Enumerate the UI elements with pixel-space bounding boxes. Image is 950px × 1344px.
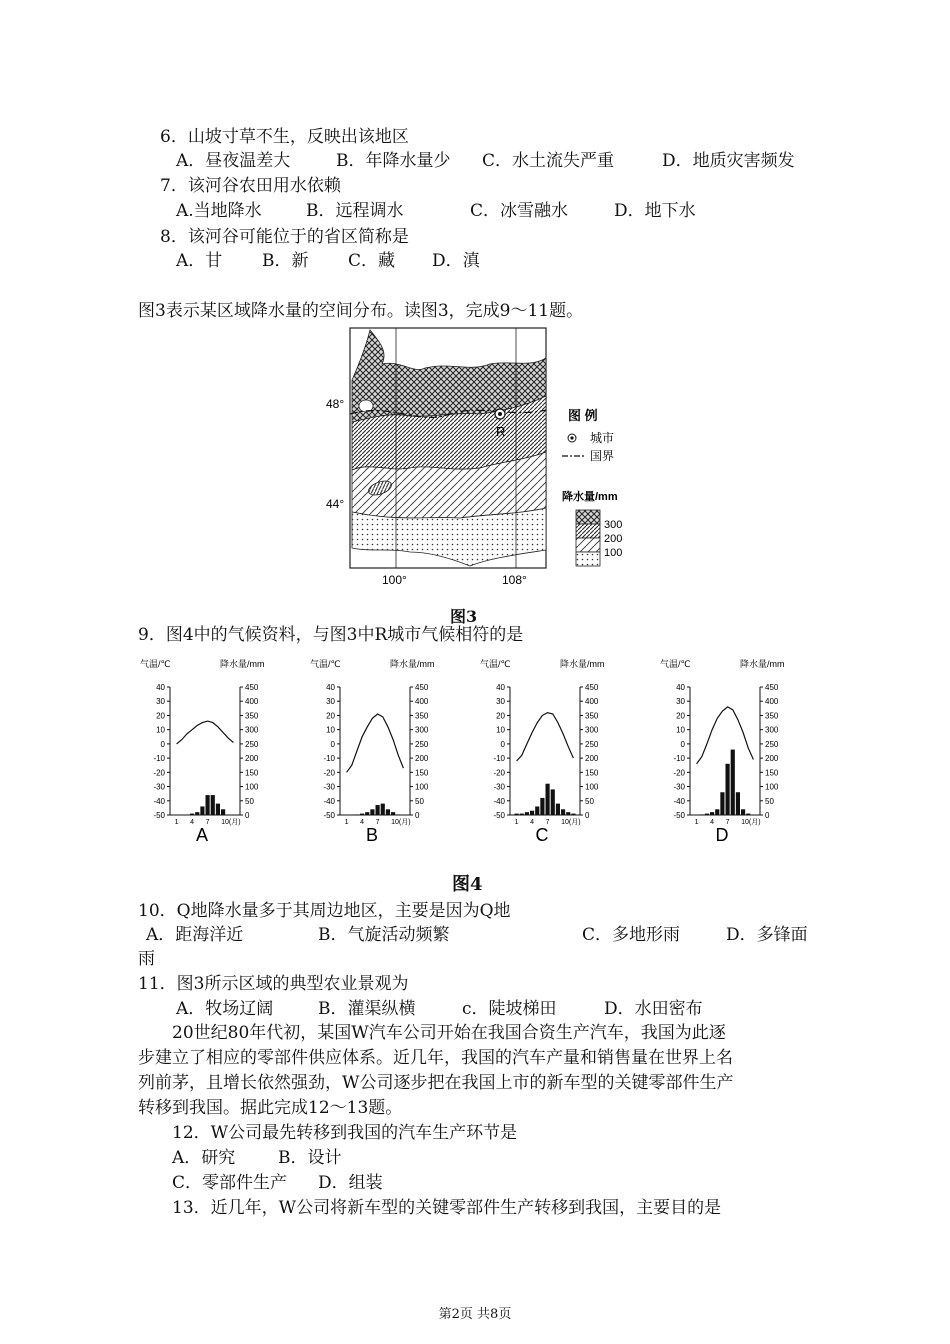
- precip-tick-label: 250: [585, 739, 599, 749]
- precip-tick-label: 150: [245, 768, 259, 778]
- precip-bar: [396, 814, 400, 815]
- legend-300-label: 300: [604, 519, 623, 531]
- precip-tick-label: 200: [765, 754, 779, 764]
- precip-bar: [391, 812, 395, 815]
- q7-option-a: A.当地降水: [176, 201, 262, 221]
- precip-tick-label: 100: [245, 782, 259, 792]
- q7-option-d: D．地下水: [614, 201, 696, 221]
- legend-100-swatch: [576, 538, 600, 552]
- temp-tick-label: 30: [156, 697, 165, 707]
- q10-option-d: D．多锋面: [726, 925, 808, 945]
- city-r-marker: [495, 409, 505, 419]
- precip-tick-label: 350: [245, 711, 259, 721]
- month-tick-label: 7: [725, 819, 730, 826]
- month-tick-label: 1: [694, 819, 699, 826]
- legend-city-label: 城市: [590, 431, 615, 445]
- month-tick-label: 4: [360, 819, 364, 826]
- legend-100-label: 100: [604, 547, 623, 559]
- temp-tick-label: -20: [673, 768, 685, 778]
- precip-tick-label: 150: [585, 768, 599, 778]
- temperature-line: [177, 721, 234, 744]
- month-tick-label: 10(月): [741, 819, 761, 826]
- q13-stem: 13．近几年，W公司将新车型的关键零部件生产转移到我国，主要目的是: [172, 1198, 722, 1218]
- temp-tick-label: -30: [673, 782, 685, 792]
- fig3-caption: 图3: [450, 607, 478, 626]
- passage-line-2: 步建立了相应的零部件供应体系。近几年，我国的汽车产量和销售量在世界上名: [138, 1048, 733, 1068]
- precip-bar: [221, 809, 225, 815]
- temp-tick-label: 30: [676, 697, 685, 707]
- month-tick-label: 4: [190, 819, 194, 826]
- precip-bar: [535, 806, 539, 815]
- precip-bar: [731, 750, 735, 815]
- q12-option-b: B．设计: [278, 1148, 342, 1168]
- temp-tick-label: -40: [153, 796, 165, 806]
- precip-bar: [571, 814, 575, 815]
- month-tick-label: 7: [545, 819, 550, 826]
- temp-tick-label: 40: [326, 683, 335, 692]
- q7-option-c: C．冰雪融水: [470, 201, 569, 221]
- lon-label-100: 100°: [382, 573, 407, 587]
- precip-bar: [546, 784, 550, 815]
- temp-tick-label: 20: [326, 711, 335, 721]
- right-axis-title: 降水量/mm: [390, 659, 435, 669]
- precip-tick-label: 0: [415, 811, 420, 820]
- month-tick-label: 4: [530, 819, 534, 826]
- precip-bar: [200, 806, 204, 815]
- q7-option-b: B．远程调水: [306, 201, 404, 221]
- temp-tick-label: -30: [493, 782, 505, 792]
- page-footer: 第2页 共8页: [438, 1307, 512, 1322]
- right-axis-title: 降水量/mm: [740, 659, 785, 669]
- precip-tick-label: 400: [245, 697, 259, 707]
- left-axis-title: 气温/℃: [140, 659, 171, 669]
- temp-tick-label: -50: [673, 811, 685, 820]
- temp-tick-label: -40: [493, 796, 505, 806]
- precip-tick-label: 450: [765, 683, 779, 692]
- q10-option-d-wrap: 雨: [138, 949, 155, 969]
- q6-stem: 6．山坡寸草不生，反映出该地区: [160, 127, 409, 147]
- q11-option-d: D．水田密布: [604, 999, 703, 1019]
- temp-tick-label: 0: [160, 739, 165, 749]
- precip-tick-label: 50: [245, 796, 254, 806]
- precip-tick-label: 250: [765, 739, 779, 749]
- temp-tick-label: -10: [323, 754, 335, 764]
- chart-label: A: [195, 825, 209, 845]
- q8-option-a: A．甘: [176, 251, 223, 271]
- temp-tick-label: 20: [676, 711, 685, 721]
- lon-label-108: 108°: [502, 573, 527, 587]
- climate-chart-a: [138, 655, 313, 845]
- month-tick-label: 10(月): [561, 819, 581, 826]
- precip-bar: [386, 809, 390, 815]
- temp-tick-label: -10: [673, 754, 685, 764]
- precip-bar: [376, 805, 380, 815]
- passage-line-4: 转移到我国。据此完成12～13题。: [138, 1098, 403, 1118]
- temp-tick-label: -50: [153, 811, 165, 820]
- precip-bar: [741, 809, 745, 815]
- precip-bar: [566, 812, 570, 815]
- temp-tick-label: -40: [323, 796, 335, 806]
- legend-border-label: 国界: [590, 449, 615, 463]
- lat-label-48: 48°: [326, 397, 345, 411]
- temperature-line: [697, 707, 754, 764]
- precip-tick-label: 300: [585, 725, 599, 735]
- q12-option-d: D．组装: [318, 1173, 383, 1193]
- left-axis-title: 气温/℃: [310, 659, 341, 669]
- precip-bar: [370, 809, 374, 815]
- precip-tick-label: 0: [245, 811, 250, 820]
- precip-tick-label: 150: [765, 768, 779, 778]
- climate-chart-d: [658, 655, 833, 845]
- precip-bar: [195, 812, 199, 815]
- precip-tick-label: 50: [585, 796, 594, 806]
- precip-tick-label: 450: [585, 683, 599, 692]
- month-tick-label: 7: [205, 819, 210, 826]
- temperature-line: [517, 713, 574, 761]
- temp-tick-label: -20: [323, 768, 335, 778]
- month-tick-label: 10(月): [391, 819, 411, 826]
- precip-bar: [746, 814, 750, 815]
- temp-tick-label: 10: [156, 725, 165, 735]
- precip-bar: [190, 814, 194, 815]
- precip-tick-label: 250: [415, 739, 429, 749]
- precip-tick-label: 400: [765, 697, 779, 707]
- precip-tick-label: 350: [415, 711, 429, 721]
- precip-tick-label: 400: [415, 697, 429, 707]
- precip-bar: [726, 764, 730, 815]
- legend-below-swatch: [576, 552, 600, 566]
- precip-bar: [736, 792, 740, 815]
- temp-tick-label: -10: [493, 754, 505, 764]
- precip-bar: [556, 804, 560, 815]
- q8-option-c: C．藏: [348, 251, 396, 271]
- precip-tick-label: 200: [245, 754, 259, 764]
- precip-bar: [520, 814, 524, 815]
- precip-bar: [515, 814, 519, 815]
- precip-bar: [715, 809, 719, 815]
- precip-bar: [211, 795, 215, 815]
- precip-bar: [355, 814, 359, 815]
- precip-bar: [381, 804, 385, 815]
- precip-bar: [540, 798, 544, 815]
- precip-tick-label: 450: [415, 683, 429, 692]
- precip-tick-label: 0: [765, 811, 770, 820]
- temp-tick-label: -20: [153, 768, 165, 778]
- month-tick-label: 10(月): [221, 819, 241, 826]
- precip-bar: [360, 814, 364, 815]
- precip-bar: [700, 814, 704, 815]
- month-tick-label: 1: [174, 819, 179, 826]
- temp-tick-label: -50: [493, 811, 505, 820]
- precip-tick-label: 450: [245, 683, 259, 692]
- right-axis-title: 降水量/mm: [560, 659, 605, 669]
- month-tick-label: 4: [710, 819, 714, 826]
- intro-fig3: 图3表示某区域降水量的空间分布。读图3，完成9～11题。: [138, 301, 584, 321]
- q6-option-c: C．水土流失严重: [482, 151, 615, 171]
- temp-tick-label: 30: [326, 697, 335, 707]
- precip-bar: [705, 814, 709, 815]
- q10-option-b: B．气旋活动频繁: [318, 925, 450, 945]
- q11-option-c: c．陡坡梯田: [462, 999, 557, 1019]
- precip-tick-label: 200: [585, 754, 599, 764]
- month-tick-label: 1: [344, 819, 349, 826]
- precip-tick-label: 150: [415, 768, 429, 778]
- temp-tick-label: 0: [680, 739, 685, 749]
- temp-tick-label: -10: [153, 754, 165, 764]
- precip-bar: [216, 804, 220, 815]
- q6-option-d: D．地质灾害频发: [662, 151, 795, 171]
- legend-title: 图 例: [568, 408, 598, 423]
- q8-option-d: D．滇: [432, 251, 480, 271]
- precip-bar: [720, 792, 724, 815]
- temp-tick-label: -40: [673, 796, 685, 806]
- q11-stem: 11．图3所示区域的典型农业景观为: [138, 974, 409, 994]
- precip-bar: [710, 812, 714, 815]
- climate-chart-c: [478, 655, 653, 845]
- precip-bar: [561, 809, 565, 815]
- temp-tick-label: 10: [496, 725, 505, 735]
- temp-tick-label: 30: [496, 697, 505, 707]
- right-axis-title: 降水量/mm: [220, 659, 265, 669]
- precip-tick-label: 350: [585, 711, 599, 721]
- q12-option-c: C．零部件生产: [172, 1173, 288, 1193]
- temp-tick-label: 20: [156, 711, 165, 721]
- legend-precip-title: 降水量/mm: [562, 491, 618, 503]
- precip-bar: [365, 812, 369, 815]
- precip-tick-label: 0: [585, 811, 590, 820]
- temp-tick-label: -30: [323, 782, 335, 792]
- precip-tick-label: 100: [415, 782, 429, 792]
- precip-tick-label: 300: [415, 725, 429, 735]
- q8-stem: 8．该河谷可能位于的省区简称是: [160, 227, 409, 247]
- precip-tick-label: 50: [765, 796, 774, 806]
- temp-tick-label: 10: [326, 725, 335, 735]
- temperature-line: [347, 714, 404, 772]
- q12-stem: 12．W公司最先转移到我国的汽车生产环节是: [172, 1123, 518, 1143]
- city-r-label: R: [496, 424, 506, 439]
- left-axis-title: 气温/℃: [480, 659, 511, 669]
- precip-bar: [530, 811, 534, 815]
- q8-option-b: B．新: [262, 251, 309, 271]
- precip-bar: [551, 789, 555, 815]
- lat-label-44: 44°: [326, 497, 345, 511]
- left-axis-title: 气温/℃: [660, 659, 691, 669]
- passage-line-1: 20世纪80年代初，某国W汽车公司开始在我国合资生产汽车，我国为此逐: [172, 1023, 726, 1043]
- temp-tick-label: 0: [500, 739, 505, 749]
- precip-tick-label: 250: [245, 739, 259, 749]
- q6-option-a: A．昼夜温差大: [176, 151, 291, 171]
- precipitation-map: [326, 322, 630, 604]
- precip-tick-label: 100: [585, 782, 599, 792]
- precip-tick-label: 300: [245, 725, 259, 735]
- q12-option-a: A．研究: [172, 1148, 236, 1168]
- temp-tick-label: 40: [496, 683, 505, 692]
- q11-option-b: B．灌渠纵横: [318, 999, 416, 1019]
- fig4-caption: 图4: [452, 874, 483, 895]
- precip-tick-label: 400: [585, 697, 599, 707]
- temp-tick-label: 20: [496, 711, 505, 721]
- q7-stem: 7．该河谷农田用水依赖: [160, 176, 341, 196]
- q10-option-a: A．距海洋近: [146, 925, 244, 945]
- precip-tick-label: 300: [765, 725, 779, 735]
- month-tick-label: 7: [375, 819, 380, 826]
- legend-200-label: 200: [604, 533, 623, 545]
- q10-stem: 10．Q地降水量多于其周边地区，主要是因为Q地: [138, 901, 511, 921]
- q11-option-a: A．牧场辽阔: [176, 999, 274, 1019]
- precip-bar: [525, 812, 529, 815]
- temp-tick-label: 10: [676, 725, 685, 735]
- temp-tick-label: 40: [676, 683, 685, 692]
- q6-option-b: B．年降水量少: [336, 151, 451, 171]
- passage-line-3: 列前茅，且增长依然强劲，W公司逐步把在我国上市的新车型的关键零部件生产: [138, 1073, 734, 1093]
- temp-tick-label: 0: [330, 739, 335, 749]
- legend-city-icon: [568, 434, 576, 442]
- map-frame: [350, 328, 546, 568]
- q10-option-c: C．多地形雨: [582, 925, 681, 945]
- temp-tick-label: -50: [323, 811, 335, 820]
- temp-tick-label: -20: [493, 768, 505, 778]
- legend-200-swatch: [576, 524, 600, 538]
- temp-tick-label: 40: [156, 683, 165, 692]
- q9-stem: 9．图4中的气候资料，与图3中R城市气候相符的是: [138, 625, 524, 645]
- climate-chart-b: [308, 655, 483, 845]
- legend-300-swatch: [576, 510, 600, 524]
- precip-tick-label: 200: [415, 754, 429, 764]
- precip-bar: [206, 795, 210, 815]
- precip-tick-label: 50: [415, 796, 424, 806]
- precip-tick-label: 100: [765, 782, 779, 792]
- chart-label: C: [535, 825, 549, 845]
- chart-label: B: [365, 825, 379, 845]
- month-tick-label: 1: [514, 819, 519, 826]
- temp-tick-label: -30: [153, 782, 165, 792]
- precip-tick-label: 350: [765, 711, 779, 721]
- chart-label: D: [715, 825, 729, 845]
